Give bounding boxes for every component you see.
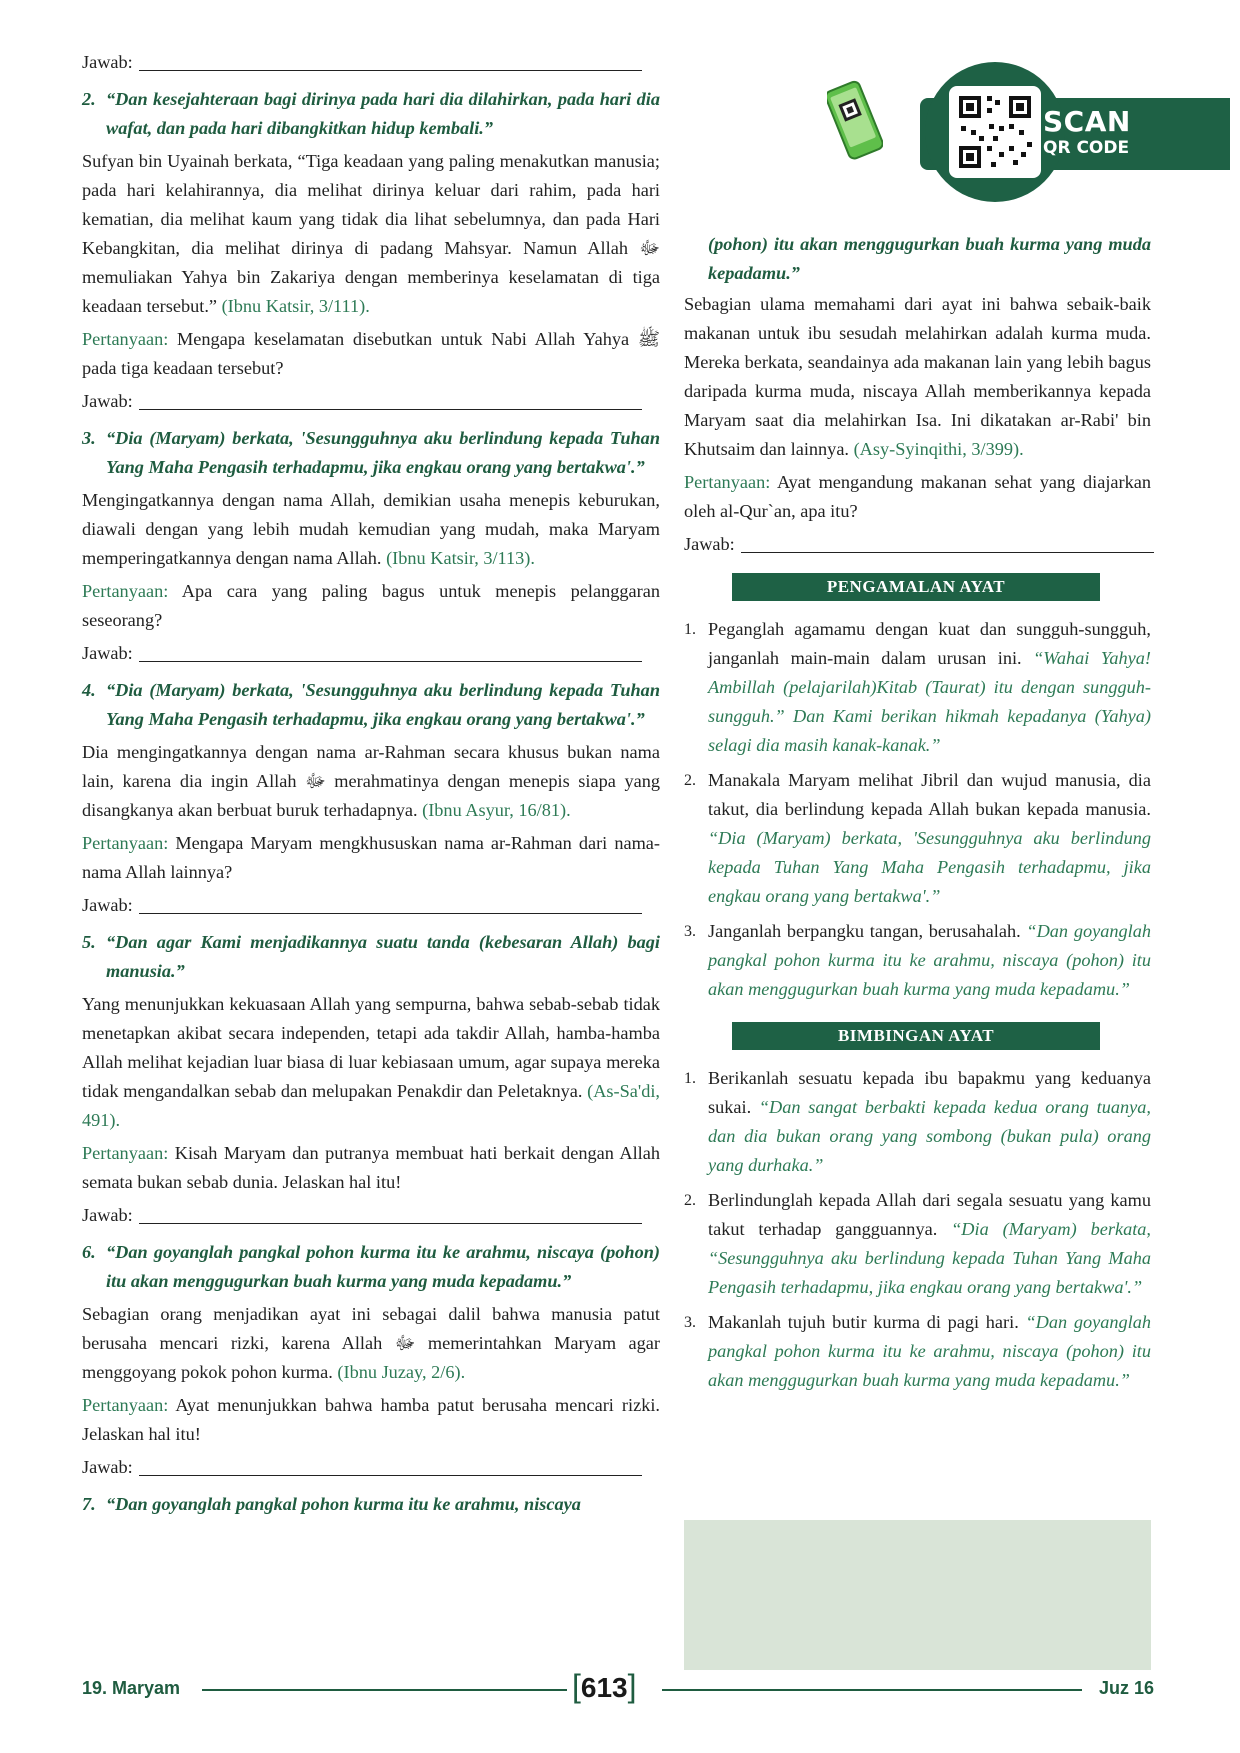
answer-line[interactable] bbox=[139, 70, 642, 71]
item-number: 2. bbox=[684, 1192, 696, 1209]
verse-text: “Dia (Maryam) berkata, 'Sesungguhnya aku berlindung kepada Tuhan Yang Maha Pengasih terhadapmu, jika engkau orang yang bertakwa'.” bbox=[106, 428, 660, 477]
answer-label: Jawab: bbox=[82, 895, 133, 915]
question bbox=[82, 829, 660, 887]
question bbox=[82, 1139, 660, 1197]
answer-field[interactable] bbox=[82, 1201, 642, 1230]
pengamalan-item bbox=[684, 917, 1151, 1004]
question-label: Pertanyaan: bbox=[684, 472, 771, 492]
question bbox=[82, 577, 660, 635]
verse-quote bbox=[82, 1238, 660, 1296]
question-label: Pertanyaan: bbox=[82, 329, 169, 349]
verse-text: “Dan goyanglah pangkal pohon kurma itu ke arahmu, niscaya bbox=[106, 1494, 581, 1514]
bimbingan-item bbox=[684, 1186, 1151, 1302]
bimbingan-header: BIMBINGAN AYAT bbox=[732, 1022, 1100, 1050]
item-instruction: Berikanlah sesuatu kepada ibu bapakmu yang keduanya sukai. bbox=[708, 1068, 1151, 1117]
juz-number: Juz 16 bbox=[1098, 1678, 1154, 1698]
item-verse-quote: “Dan goyanglah pangkal pohon kurma itu ke arahmu, niscaya (pohon) itu akan menggugurkan buah kurma yang muda kepadamu.” bbox=[708, 1312, 1151, 1390]
item-verse-quote: “Dan sangat berbakti kepada kedua orang tuanya, dan dia bukan orang yang sombong (bukan pula) orang yang durhaka.” bbox=[708, 1097, 1151, 1175]
verse-number: 3. bbox=[82, 428, 96, 448]
source-reference: (Ibnu Asyur, 16/81). bbox=[417, 800, 571, 820]
question-label: Pertanyaan: bbox=[82, 833, 169, 853]
answer-field[interactable] bbox=[82, 1453, 642, 1482]
verse-quote bbox=[82, 928, 660, 986]
item-instruction: Manakala Maryam melihat Jibril dan wujud manusia, dia takut, dia berlindung kepada Allah bukan kepada manusia. bbox=[708, 770, 1151, 819]
commentary-paragraph bbox=[82, 486, 660, 573]
source-reference: (Ibnu Juzay, 2/6). bbox=[332, 1362, 466, 1382]
item-text bbox=[708, 1064, 1151, 1180]
item-number: 3. bbox=[684, 1314, 696, 1331]
question-text: Ayat menunjukkan bahwa hamba patut berusaha mencari rizki. Jelaskan hal itu! bbox=[82, 1395, 660, 1444]
verse-text: “Dan kesejahteraan bagi dirinya pada hari dia dilahirkan, pada hari dia wafat, dan pada hari dibangkitkan hidup kembali.” bbox=[106, 89, 660, 138]
answer-label: Jawab: bbox=[82, 643, 133, 663]
commentary-paragraph bbox=[82, 990, 660, 1135]
verse-text: “Dan agar Kami menjadikannya suatu tanda (kebesaran Allah) bagi manusia.” bbox=[106, 932, 660, 981]
item-verse-quote: “Dia (Maryam) berkata, 'Sesungguhnya aku berlindung kepada Tuhan Yang Maha Pengasih terhadapmu, jika engkau orang yang bertakwa'.” bbox=[708, 828, 1151, 906]
page-number: [613] bbox=[572, 1668, 637, 1704]
item-number: 3. bbox=[684, 923, 696, 940]
commentary-text: Dia mengingatkannya dengan nama ar-Rahman secara khusus bukan nama lain, karena dia ingin Allah ﷻ merahmatinya dengan menepis siapa yang disangkanya akan berbuat buruk terhadapnya. bbox=[82, 742, 660, 820]
commentary-paragraph: Sebagian ulama memahami dari ayat ini bahwa sebaik-baik makanan untuk ibu sesudah melahirkan adalah kurma muda. Mereka berkata, seandainya ada makanan lain yang lebih bagus daripada kurma muda, niscaya Allah memberikannya kepada Maryam saat dia melahirkan Isa. Ini dikatakan ar-Rabi' bin Khutsaim dan lainnya. (Asy-Syinqithi, 3/399). bbox=[684, 294, 1151, 459]
question-label: Pertanyaan: bbox=[82, 581, 169, 601]
quote-continuation: (pohon) itu akan menggugurkan buah kurma yang muda kepadamu.” bbox=[708, 234, 1151, 283]
commentary-text: Sufyan bin Uyainah berkata, “Tiga keadaan yang paling menakutkan manusia; pada hari kelahirannya, dia melihat dirinya keluar dari rahim, pada hari kematian, dia melihat kaum yang tidak dia lihat sebelumnya, dan pada Hari Kebangkitan, dia melihat dirinya di padang Mahsyar. Namun Allah ﷻ memuliakan Yahya bin Zakariya dengan memberinya keselamatan di tiga keadaan tersebut.” bbox=[82, 151, 660, 316]
verse-number: 7. bbox=[82, 1494, 96, 1514]
answer-line[interactable] bbox=[139, 913, 642, 914]
verse-number: 4. bbox=[82, 680, 96, 700]
footer-rule-left bbox=[202, 1689, 567, 1691]
item-number: 2. bbox=[684, 772, 696, 789]
question-text: Apa cara yang paling bagus untuk menepis pelanggaran seseorang? bbox=[82, 581, 660, 630]
source-reference: (Asy-Syinqithi, 3/399). bbox=[849, 439, 1024, 459]
verse-number: 6. bbox=[82, 1242, 96, 1262]
answer-label: Jawab: bbox=[82, 391, 133, 411]
page-footer bbox=[82, 1668, 1154, 1708]
bimbingan-item bbox=[684, 1064, 1151, 1180]
commentary-paragraph bbox=[82, 147, 660, 321]
verse-text: “Dan goyanglah pangkal pohon kurma itu ke arahmu, niscaya (pohon) itu akan menggugurkan buah kurma yang muda kepadamu.” bbox=[106, 1242, 660, 1291]
source-reference: (Ibnu Katsir, 3/111). bbox=[217, 296, 370, 316]
item-instruction: Makanlah tujuh butir kurma di pagi hari. bbox=[708, 1312, 1026, 1332]
verse-text: “Dia (Maryam) berkata, 'Sesungguhnya aku berlindung kepada Tuhan Yang Maha Pengasih terhadapmu, jika engkau orang yang bertakwa'.” bbox=[106, 680, 660, 729]
verse-number: 2. bbox=[82, 89, 96, 109]
question-text: Kisah Maryam dan putranya membuat hati berkait dengan Allah semata bukan sebab dunia. Jelaskan hal itu! bbox=[82, 1143, 660, 1192]
item-text bbox=[708, 1308, 1151, 1395]
answer-field[interactable] bbox=[684, 530, 1154, 559]
item-verse-quote: “Dan goyanglah pangkal pohon kurma itu ke arahmu, niscaya (pohon) itu akan menggugurkan buah kurma yang muda kepadamu.” bbox=[708, 921, 1151, 999]
pengamalan-header: PENGAMALAN AYAT bbox=[732, 573, 1100, 601]
answer-field[interactable] bbox=[82, 639, 642, 668]
verse-number: 5. bbox=[82, 932, 96, 952]
question-label: Pertanyaan: bbox=[82, 1395, 169, 1415]
qr-code-label: QR CODE bbox=[1043, 138, 1130, 158]
answer-line[interactable] bbox=[139, 1475, 642, 1476]
answer-label: Jawab: bbox=[82, 1457, 133, 1477]
commentary-paragraph bbox=[82, 1300, 660, 1387]
commentary-paragraph bbox=[82, 738, 660, 825]
commentary-text: Sebagian orang menjadikan ayat ini sebagai dalil bahwa manusia patut berusaha mencari rizki, karena Allah ﷻ memerintahkan Maryam agar menggoyang pokok pohon kurma. bbox=[82, 1304, 660, 1382]
commentary-text: Mengingatkannya dengan nama Allah, demikian usaha menepis keburukan, diawali dengan yang lebih mudah kemudian yang mudah, maka Maryam memperingatkannya dengan nama Allah. bbox=[82, 490, 660, 568]
answer-label: Jawab: bbox=[684, 534, 735, 554]
surah-name: 19. Maryam bbox=[82, 1678, 181, 1698]
answer-line[interactable] bbox=[741, 552, 1154, 553]
footer-rule-right bbox=[662, 1689, 1082, 1691]
item-instruction: Peganglah agamamu dengan kuat dan sungguh-sungguh, janganlah main-main dalam urusan ini. bbox=[708, 619, 1151, 668]
item-text bbox=[708, 1186, 1151, 1302]
bimbingan-list bbox=[684, 1064, 1151, 1395]
right-column bbox=[684, 230, 1151, 1401]
answer-label: Jawab: bbox=[82, 52, 133, 72]
pengamalan-list bbox=[684, 615, 1151, 1004]
verse-quote bbox=[82, 424, 660, 482]
notes-box bbox=[684, 1520, 1151, 1670]
answer-line[interactable] bbox=[139, 409, 642, 410]
question: Pertanyaan: Ayat mengandung makanan sehat yang diajarkan oleh al-Qur`an, apa itu? bbox=[684, 472, 1151, 521]
phone-icon bbox=[827, 78, 883, 166]
pengamalan-item bbox=[684, 615, 1151, 760]
qr-code-icon bbox=[949, 86, 1041, 178]
item-number: 1. bbox=[684, 1070, 696, 1087]
question-text: Mengapa Maryam mengkhususkan nama ar-Rahman dari nama-nama Allah lainnya? bbox=[82, 833, 660, 882]
answer-line[interactable] bbox=[139, 1223, 642, 1224]
qr-code-image[interactable] bbox=[949, 86, 1041, 178]
answer-label: Jawab: bbox=[82, 1205, 133, 1225]
item-text bbox=[708, 766, 1151, 911]
scan-qr-badge[interactable] bbox=[825, 62, 1240, 202]
left-column bbox=[82, 48, 660, 1523]
answer-field[interactable] bbox=[82, 48, 642, 77]
answer-line[interactable] bbox=[139, 661, 642, 662]
item-text bbox=[708, 615, 1151, 760]
item-verse-quote: “Dia (Maryam) berkata, “Sesungguhnya aku berlindung kepada Tuhan Yang Maha Pengasih terhadapmu, jika engkau orang yang bertakwa'.” bbox=[708, 1219, 1151, 1297]
item-verse-quote: “Wahai Yahya! Ambillah (pelajarilah)Kitab (Taurat) itu dengan sungguh-sungguh.” Dan Kami berikan hikmah kepadanya (Yahya) selagi dia masih kanak-kanak.” bbox=[708, 648, 1151, 755]
question bbox=[82, 1391, 660, 1449]
verse-quote bbox=[82, 85, 660, 143]
item-text bbox=[708, 917, 1151, 1004]
verse-quote bbox=[82, 1490, 660, 1519]
question bbox=[82, 325, 660, 383]
answer-field[interactable] bbox=[82, 387, 642, 416]
commentary-text: Yang menunjukkan kekuasaan Allah yang sempurna, bahwa sebab-sebab tidak menetapkan akibat secara independen, tetapi ada takdir Allah, hamba-hamba Allah melihat kejadian luar biasa di luar kebiasaan umum, agar supaya mereka tidak mengandalkan sebab dan melupakan Penakdir dan Peletaknya. bbox=[82, 994, 660, 1101]
item-instruction: Janganlah berpangku tangan, berusahalah. bbox=[708, 921, 1027, 941]
source-reference: (Ibnu Katsir, 3/113). bbox=[381, 548, 535, 568]
question-text: Mengapa keselamatan disebutkan untuk Nabi Allah Yahya ﷺ pada tiga keadaan tersebut? bbox=[82, 329, 660, 378]
question-label: Pertanyaan: bbox=[82, 1143, 169, 1163]
pengamalan-item bbox=[684, 766, 1151, 911]
answer-field[interactable] bbox=[82, 891, 642, 920]
item-number: 1. bbox=[684, 621, 696, 638]
verse-quote bbox=[82, 676, 660, 734]
bimbingan-item bbox=[684, 1308, 1151, 1395]
scan-label: SCAN bbox=[1043, 105, 1131, 138]
item-instruction: Berlindunglah kepada Allah dari segala sesuatu yang kamu takut terhadap gangguannya. bbox=[708, 1190, 1151, 1239]
source-reference: (As-Sa'di, 491). bbox=[82, 1081, 660, 1130]
